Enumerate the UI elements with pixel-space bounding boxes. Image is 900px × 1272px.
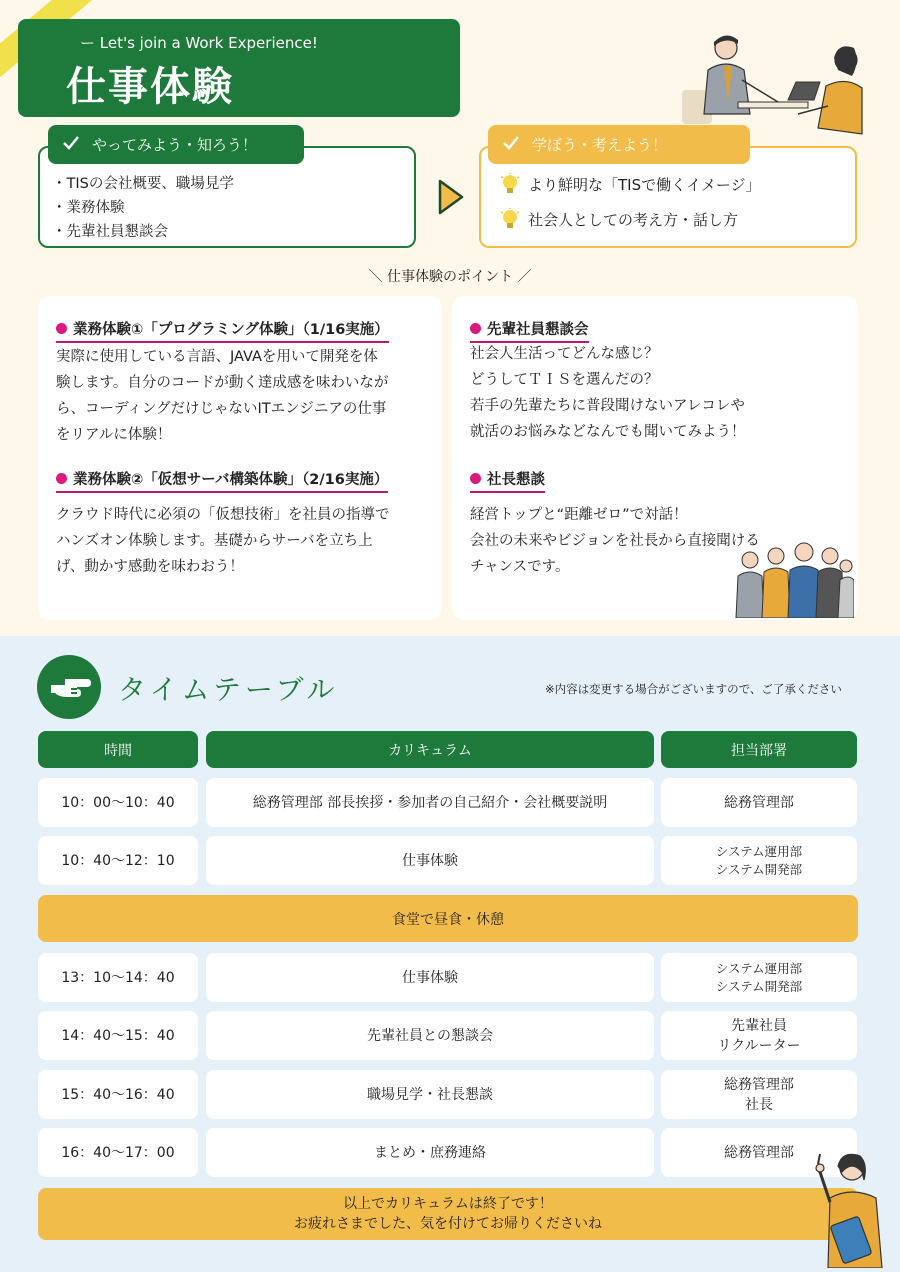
- department-line: システム開発部: [715, 861, 803, 877]
- list-item: ・業務体験: [52, 200, 125, 216]
- presenter-illustration: [808, 1150, 892, 1268]
- title-subtitle: ー Let's join a Work Experience!: [80, 34, 318, 52]
- point-line: 経営トップと“距離ゼロ”で対話！: [470, 507, 688, 523]
- time-cell: 16：40〜17：00: [38, 1128, 198, 1177]
- check-icon: [502, 135, 522, 155]
- do-and-learn-tab: [48, 125, 304, 164]
- department-cell: [661, 1011, 857, 1060]
- point-line: 験します。自分のコードが動く達成感を味わいなが: [56, 375, 389, 391]
- point-text: [56, 344, 388, 448]
- curriculum-cell: 総務管理部 部長挨拶・参加者の自己紹介・会社概要説明: [206, 778, 654, 827]
- department-line: 先輩社員: [731, 1017, 787, 1034]
- closing-line: お疲れさまでした、気を付けてお帰りくださいね: [294, 1216, 602, 1232]
- point-heading: [56, 468, 388, 493]
- department-cell: [661, 1070, 857, 1119]
- department-line: システム開発部: [715, 978, 803, 994]
- time-cell: 10：00〜10：40: [38, 778, 198, 827]
- department-line: システム運用部: [715, 960, 803, 976]
- study-and-think-tab: [488, 125, 750, 164]
- lightbulb-icon: [500, 208, 520, 230]
- benefit-text: 社会人としての考え方・話し方: [528, 210, 739, 229]
- department-line: 総務管理部: [724, 794, 794, 811]
- point-heading-text: 業務体験②「仮想サーバ構築体験」（2/16実施）: [73, 472, 389, 488]
- list-item: ・TISの会社概要、職場見学: [52, 176, 234, 192]
- point-text: [470, 502, 760, 580]
- point-line: 若手の先輩たちに普段聞けないアレコレや: [470, 398, 745, 414]
- point-heading: [470, 468, 545, 493]
- point-line: ハンズオン体験します。基礎からサーバを立ち上: [56, 533, 373, 549]
- time-cell: 14：40〜15：40: [38, 1011, 198, 1060]
- meeting-illustration: [668, 18, 864, 136]
- bullet-dot-icon: [470, 473, 481, 484]
- department-cell: [661, 953, 857, 1002]
- list-item: [500, 208, 738, 230]
- list-item: ・先輩社員懇談会: [52, 224, 168, 240]
- point-line: クラウド時代に必須の「仮想技術」を社員の指導で: [56, 507, 390, 523]
- point-text: [56, 502, 390, 580]
- lunch-break-row: 食堂で昼食・休憩: [38, 895, 858, 942]
- curriculum-cell: まとめ・庶務連絡: [206, 1128, 654, 1177]
- column-header-department: 担当部署: [661, 731, 857, 768]
- page-title: 仕事体験: [66, 64, 234, 110]
- point-line: をリアルに体験！: [56, 427, 172, 443]
- points-card-left: [38, 296, 442, 620]
- point-text: [470, 341, 746, 445]
- points-heading: ＼ 仕事体験のポイント ／: [368, 269, 532, 285]
- closing-line: 以上でカリキュラムは終了です！: [343, 1196, 553, 1212]
- timetable-note: ※内容は変更する場合がございますので、ご了承ください: [545, 682, 842, 696]
- curriculum-cell: 先輩社員との懇談会: [206, 1011, 654, 1060]
- bullet-dot-icon: [470, 323, 481, 334]
- point-line: げ、動かす感動を味わおう！: [56, 559, 244, 575]
- point-line: チャンスです。: [470, 559, 570, 575]
- time-cell: 13：10〜14：40: [38, 953, 198, 1002]
- timetable-title: タイムテーブル: [118, 673, 339, 706]
- time-cell: 10：40〜12：10: [38, 836, 198, 885]
- point-line: どうしてＴＩＳを選んだの？: [470, 372, 659, 388]
- point-line: ら、コーディングだけじゃないITエンジニアの仕事: [56, 401, 387, 417]
- curriculum-cell: 仕事体験: [206, 836, 654, 885]
- check-icon: [62, 135, 82, 155]
- point-line: 社会人生活ってどんな感じ？: [470, 346, 659, 362]
- bullet-dot-icon: [56, 323, 67, 334]
- point-line: 会社の未来やビジョンを社長から直接聞ける: [470, 533, 760, 549]
- bullet-dot-icon: [56, 473, 67, 484]
- column-header-curriculum: カリキュラム: [206, 731, 654, 768]
- column-header-time: 時間: [38, 731, 198, 768]
- department-line: リクルーター: [717, 1037, 801, 1054]
- arrow-right-icon: [437, 178, 465, 216]
- lightbulb-icon: [500, 173, 520, 195]
- department-line: 総務管理部: [724, 1144, 794, 1161]
- point-line: 就活のお悩みなどなんでも聞いてみよう！: [470, 424, 746, 440]
- department-line: 社長: [745, 1096, 773, 1113]
- points-card-right: [452, 296, 858, 620]
- time-cell: 15：40〜16：40: [38, 1070, 198, 1119]
- point-heading: [470, 318, 589, 343]
- do-and-learn-list: [52, 172, 234, 244]
- curriculum-cell: 職場見学・社長懇談: [206, 1070, 654, 1119]
- point-heading-text: 先輩社員懇談会: [487, 322, 589, 338]
- team-thumbs-up-illustration: [730, 542, 854, 618]
- department-cell: [661, 836, 857, 885]
- study-and-think-label: 学ぼう・考えよう！: [532, 136, 668, 154]
- timetable-badge: [37, 655, 101, 719]
- point-heading-text: 社長懇談: [487, 472, 545, 488]
- do-and-learn-label: やってみよう・知ろう！: [92, 136, 258, 154]
- curriculum-cell: 仕事体験: [206, 953, 654, 1002]
- department-line: システム運用部: [715, 843, 803, 859]
- point-heading: [56, 318, 389, 343]
- benefit-text: より鮮明な「TISで働くイメージ」: [528, 175, 761, 194]
- point-line: 実際に使用している言語、JAVAを用いて開発を体: [56, 349, 378, 365]
- list-item: [500, 173, 761, 195]
- department-cell: [661, 778, 857, 827]
- point-heading-text: 業務体験①「プログラミング体験」（1/16実施）: [73, 322, 389, 338]
- pointing-hand-icon: [37, 655, 101, 719]
- title-banner: [18, 19, 460, 117]
- closing-message: [38, 1188, 858, 1240]
- department-line: 総務管理部: [724, 1076, 794, 1093]
